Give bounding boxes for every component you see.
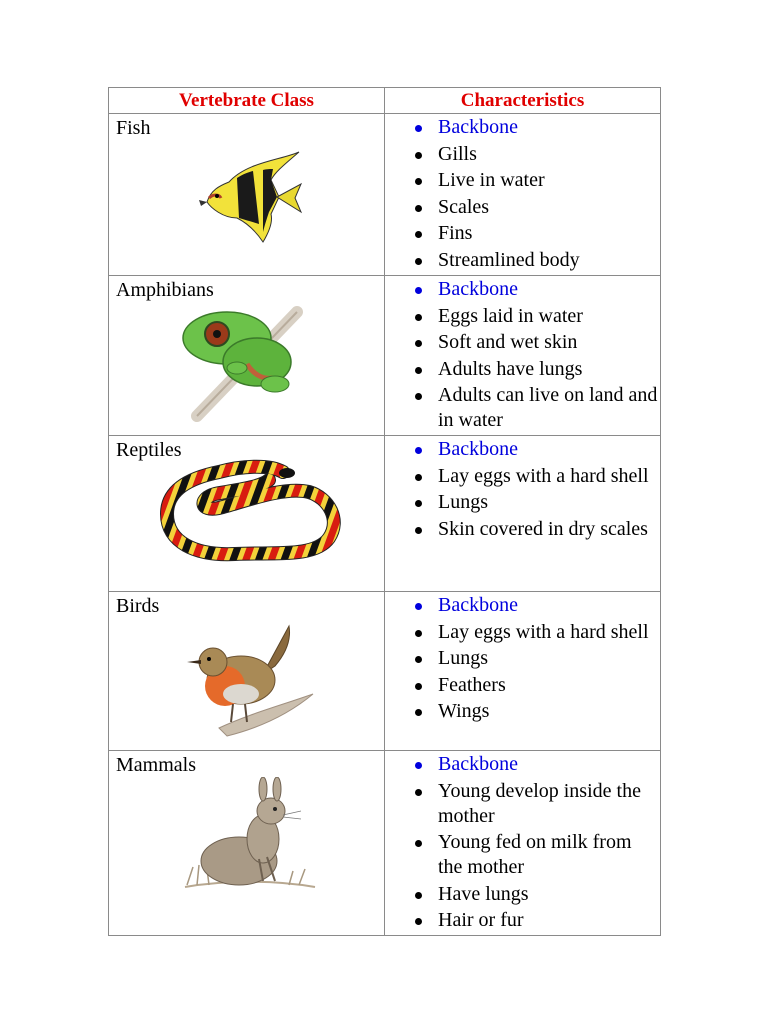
list-item: Backbone: [385, 752, 660, 779]
class-cell-amphibians: [109, 276, 385, 436]
header-vertebrate-class: Vertebrate Class: [109, 88, 385, 114]
list-item: Hair or fur: [385, 908, 660, 935]
table-row-fish: [109, 114, 661, 276]
list-item: Backbone: [385, 437, 660, 464]
snake-illustration: [159, 458, 344, 570]
traits-cell-mammals: [385, 750, 661, 935]
class-cell-mammals: [109, 750, 385, 935]
class-name: Fish: [116, 117, 151, 139]
list-item: Live in water: [385, 168, 660, 195]
traits-list-reptiles: [385, 436, 660, 543]
table-row-birds: [109, 591, 661, 750]
traits-cell-birds: [385, 591, 661, 750]
list-item: Lungs: [385, 490, 660, 517]
bird-illustration: [179, 618, 319, 743]
list-item: Backbone: [385, 277, 660, 304]
class-name: Mammals: [116, 753, 196, 776]
list-item: Skin covered in dry scales: [385, 517, 660, 544]
header-row: [109, 88, 661, 114]
class-cell-reptiles: [109, 435, 385, 591]
traits-list-fish: [385, 114, 660, 275]
list-item: Scales: [385, 195, 660, 222]
list-item: Wings: [385, 699, 660, 726]
rabbit-illustration: [179, 777, 319, 897]
list-item: Young develop inside the mother: [385, 779, 660, 831]
list-item: Streamlined body: [385, 248, 660, 275]
table-row-mammals: [109, 750, 661, 935]
list-item: Soft and wet skin: [385, 330, 660, 357]
table-row-reptiles: [109, 435, 661, 591]
traits-cell-fish: [385, 114, 661, 276]
list-item: Lungs: [385, 646, 660, 673]
traits-list-amphibians: [385, 276, 660, 435]
traits-cell-amphibians: [385, 276, 661, 436]
list-item: Have lungs: [385, 882, 660, 909]
class-cell-birds: [109, 591, 385, 750]
traits-list-mammals: [385, 751, 660, 935]
list-item: Fins: [385, 221, 660, 248]
list-item: Feathers: [385, 673, 660, 700]
list-item: Young fed on milk from the mother: [385, 830, 660, 882]
table-row-amphibians: [109, 276, 661, 436]
class-name: Birds: [116, 594, 160, 617]
list-item: Lay eggs with a hard shell: [385, 620, 660, 647]
frog-illustration: [177, 304, 307, 424]
class-name: Amphibians: [116, 279, 214, 301]
list-item: Eggs laid in water: [385, 304, 660, 331]
list-item: Backbone: [385, 593, 660, 620]
traits-list-birds: [385, 592, 660, 726]
header-characteristics: Characteristics: [385, 88, 661, 114]
list-item: Gills: [385, 142, 660, 169]
angelfish-illustration: [189, 142, 309, 252]
class-name: Reptiles: [116, 438, 182, 461]
traits-cell-reptiles: [385, 435, 661, 591]
list-item: Adults can live on land and in water: [385, 383, 660, 435]
list-item: Adults have lungs: [385, 357, 660, 384]
vertebrate-table: [108, 87, 661, 936]
list-item: Lay eggs with a hard shell: [385, 464, 660, 491]
class-cell-fish: [109, 114, 385, 276]
list-item: Backbone: [385, 115, 660, 142]
